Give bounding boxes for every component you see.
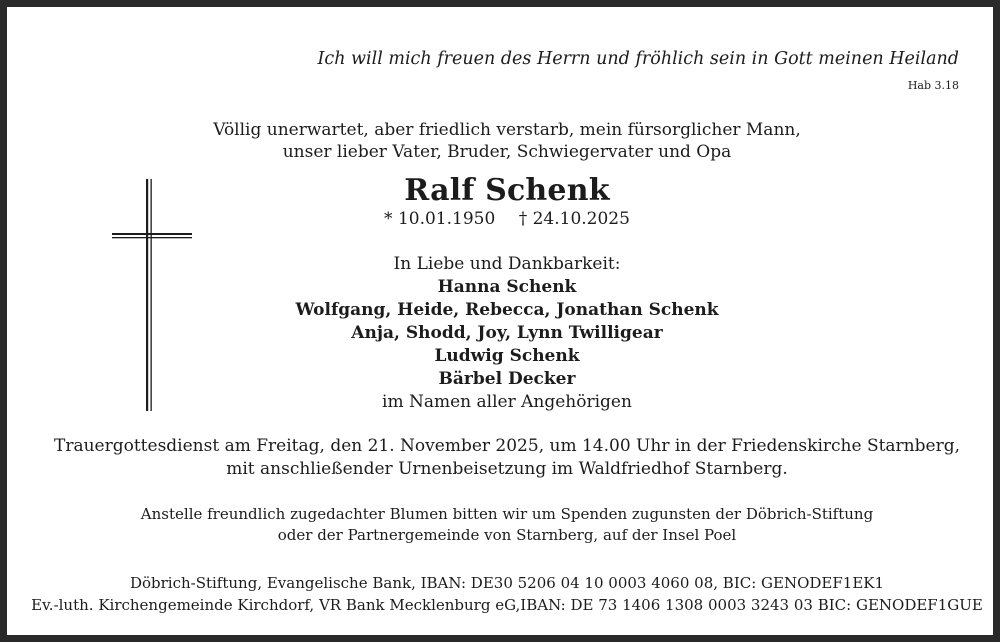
service-line: Trauergottesdienst am Freitag, den 21. November 2025, um 14.00 Uhr in der Friedenskirche Starnberg,: [54, 436, 960, 456]
donation-request: [7, 504, 1000, 546]
bible-verse-reference: Hab 3.18: [907, 79, 959, 92]
mourner-name: Hanna Schenk: [437, 277, 577, 297]
mourners-closing: im Namen aller Angehörigen: [382, 392, 632, 412]
mourner-name: Wolfgang, Heide, Rebecca, Jonathan Schenk: [295, 300, 719, 320]
donation-line: oder der Partnergemeinde von Starnberg, auf der Insel Poel: [277, 526, 737, 544]
bible-verse: Ich will mich freuen des Herrn und fröhlich sein in Gott meinen Heiland: [317, 49, 959, 69]
bank-line: Ev.-luth. Kirchengemeinde Kirchdorf, VR Bank Mecklenburg eG,IBAN: DE 73 1406 1308 0003 3243 03 BIC: GENODEF1GUE: [31, 596, 983, 614]
mourners-intro: In Liebe und Dankbarkeit:: [393, 254, 621, 274]
bank-line: Döbrich-Stiftung, Evangelische Bank, IBAN: DE30 5206 04 10 0003 4060 08, BIC: GENODEF1EK1: [129, 574, 885, 592]
mourner-name: Ludwig Schenk: [434, 346, 580, 366]
bank-details: [7, 572, 1000, 616]
funeral-service-info: [7, 435, 1000, 481]
birth-date: * 10.01.1950: [384, 209, 496, 229]
intro-text: [7, 119, 1000, 163]
donation-line: Anstelle freundlich zugedachter Blumen bitten wir um Spenden zugunsten der Döbrich-Stiftung: [140, 505, 874, 523]
mourner-name: Bärbel Decker: [438, 369, 576, 389]
intro-line: Völlig unerwartet, aber friedlich verstarb, mein fürsorglicher Mann,: [213, 120, 801, 140]
service-line: mit anschließender Urnenbeisetzung im Waldfriedhof Starnberg.: [226, 459, 788, 479]
mourner-name: Anja, Shodd, Joy, Lynn Twilligear: [351, 323, 663, 343]
mourners-list: [7, 253, 1000, 414]
death-date: † 24.10.2025: [518, 209, 630, 229]
intro-line: unser lieber Vater, Bruder, Schwiegervater und Opa: [282, 142, 732, 162]
deceased-name: Ralf Schenk: [404, 173, 610, 208]
